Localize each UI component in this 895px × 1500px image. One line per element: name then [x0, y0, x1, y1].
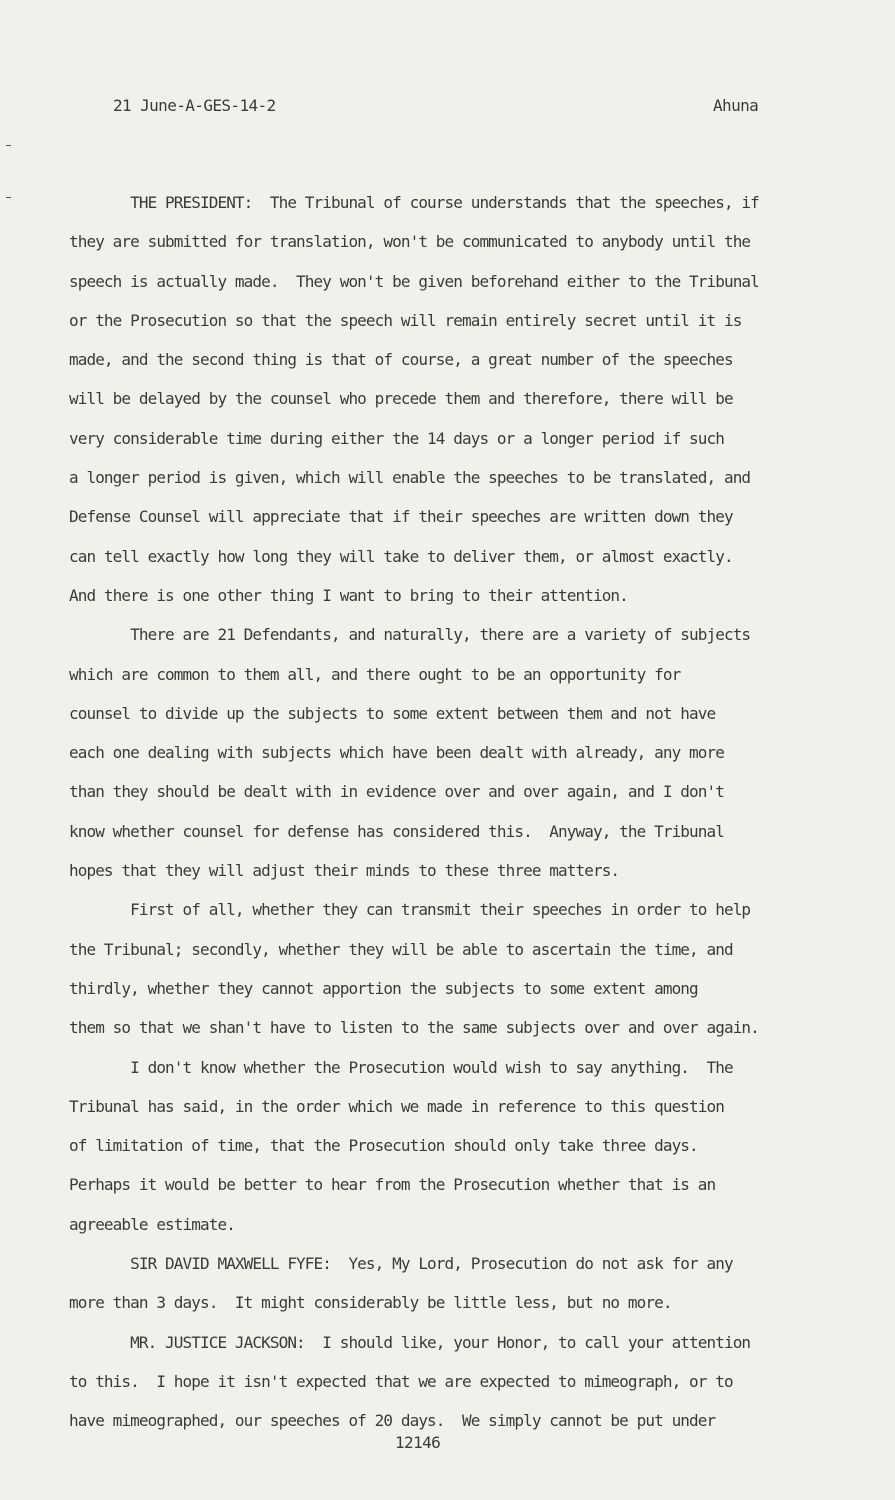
text-line: First of all, whether they can transmit their speeches in order to help	[69, 900, 751, 920]
text-line: more than 3 days. It might considerably be little less, but no more.	[69, 1293, 672, 1313]
text-line: made, and the second thing is that of course, a great number of the speeches	[69, 350, 733, 370]
text-line: counsel to divide up the subjects to some extent between them and not have	[69, 703, 716, 723]
text-line: than they should be dealt with in evidence over and over again, and I don't	[69, 782, 724, 802]
text-line: Tribunal has said, in the order which we made in reference to this question	[69, 1096, 724, 1116]
text-line: SIR DAVID MAXWELL FYFE: Yes, My Lord, Prosecution do not ask for any	[69, 1254, 733, 1274]
text-line: each one dealing with subjects which have been dealt with already, any more	[69, 743, 724, 763]
text-line: hopes that they will adjust their minds to these three matters.	[69, 861, 620, 881]
text-line: Defense Counsel will appreciate that if their speeches are written down they	[69, 507, 733, 527]
text-line: very considerable time during either the 14 days or a longer period if such	[69, 428, 724, 448]
text-line: them so that we shan't have to listen to the same subjects over and over again.	[69, 1018, 759, 1038]
text-line: Perhaps it would be better to hear from the Prosecution whether that is an	[69, 1175, 716, 1195]
document-reference: 21 June-A-GES-14-2	[113, 96, 276, 115]
text-line: a longer period is given, which will enable the speeches to be translated, and	[69, 468, 751, 488]
text-line: they are submitted for translation, won't be communicated to anybody until the	[69, 232, 751, 252]
text-line: of limitation of time, that the Prosecution should only take three days.	[69, 1136, 698, 1156]
text-line: MR. JUSTICE JACKSON: I should like, your Honor, to call your attention	[69, 1332, 751, 1352]
margin-mark	[6, 197, 11, 198]
text-line: And there is one other thing I want to bring to their attention.	[69, 585, 628, 605]
text-line: to this. I hope it isn't expected that we are expected to mimeograph, or to	[69, 1371, 733, 1391]
text-line: can tell exactly how long they will take to deliver them, or almost exactly.	[69, 546, 733, 566]
reporter-name: Ahuna	[713, 96, 759, 115]
text-line: know whether counsel for defense has considered this. Anyway, the Tribunal	[69, 821, 724, 841]
text-line: the Tribunal; secondly, whether they will be able to ascertain the time, and	[69, 939, 733, 959]
text-line: agreeable estimate.	[69, 1214, 235, 1234]
text-line: THE PRESIDENT: The Tribunal of course understands that the speeches, if	[69, 193, 759, 212]
transcript-body	[69, 190, 829, 1448]
text-line: There are 21 Defendants, and naturally, there are a variety of subjects	[69, 625, 751, 645]
text-line: or the Prosecution so that the speech will remain entirely secret until it is	[69, 310, 742, 330]
text-line: which are common to them all, and there ought to be an opportunity for	[69, 664, 681, 684]
margin-mark	[6, 145, 11, 146]
text-line: will be delayed by the counsel who precede them and therefore, there will be	[69, 389, 733, 409]
text-line: have mimeographed, our speeches of 20 days. We simply cannot be put under	[69, 1411, 716, 1431]
text-line: speech is actually made. They won't be given beforehand either to the Tribunal	[69, 271, 759, 291]
text-line: thirdly, whether they cannot apportion the subjects to some extent among	[69, 978, 698, 998]
text-line: I don't know whether the Prosecution would wish to say anything. The	[69, 1057, 733, 1077]
page-number: 12146	[395, 1433, 441, 1452]
